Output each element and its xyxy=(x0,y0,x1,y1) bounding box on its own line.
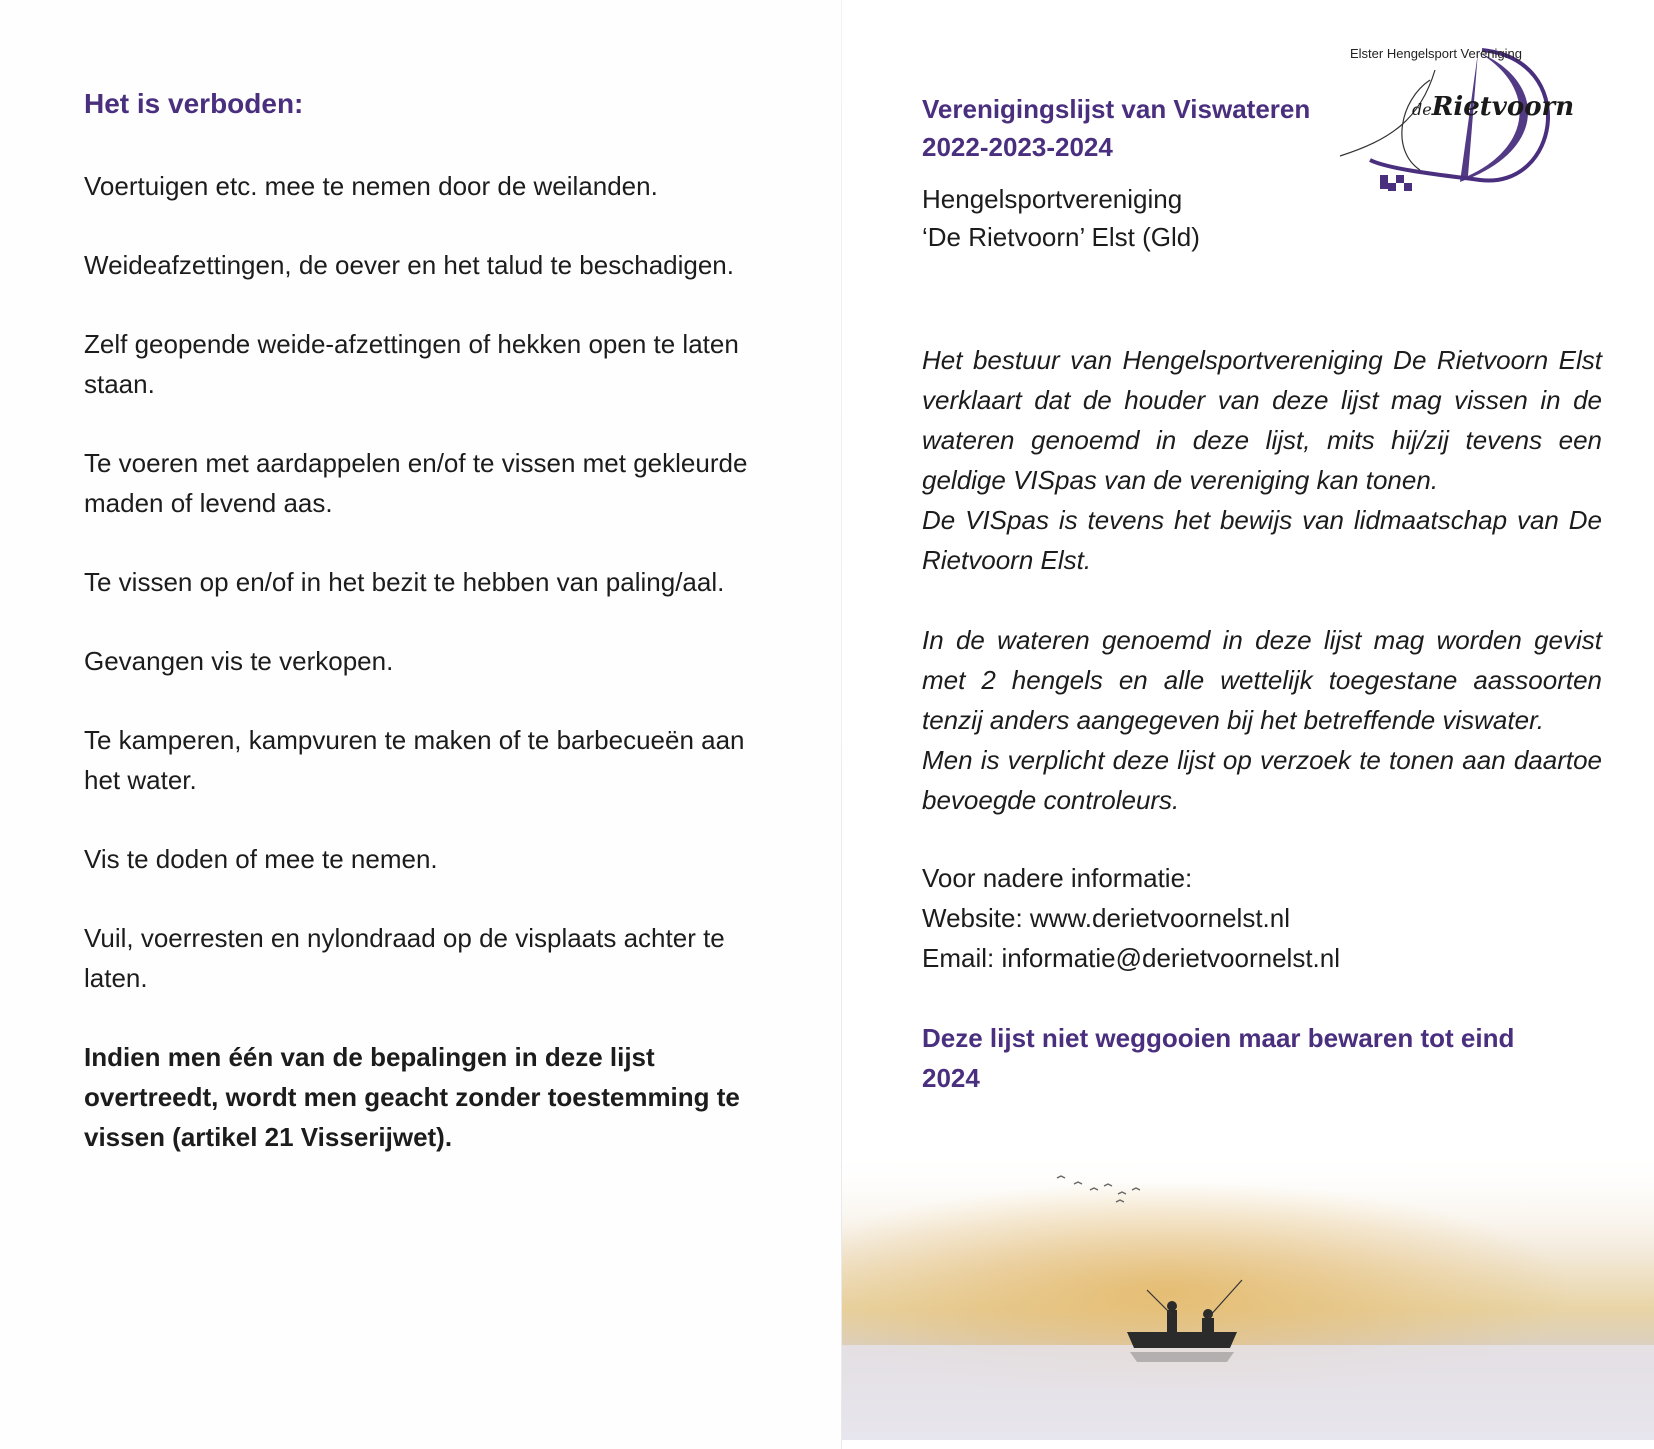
rule-item: Weideafzettingen, de oever en het talud te beschadigen. xyxy=(84,250,734,280)
rule-item: Voertuigen etc. mee te nemen door de weilanden. xyxy=(84,171,658,201)
rule-item: Gevangen vis te verkopen. xyxy=(84,646,394,676)
membership-text: De VISpas is tevens het bewijs van lidmaatschap van De Rietvoorn Elst. xyxy=(922,505,1602,575)
logo-association-text: Elster Hengelsport Vereniging xyxy=(1350,46,1522,61)
club-name-line: Hengelsportvereniging xyxy=(922,184,1183,214)
club-name xyxy=(922,180,1342,256)
club-name-line: ‘De Rietvoorn’ Elst (Gld) xyxy=(922,222,1200,252)
declaration-block xyxy=(922,340,1602,580)
rule-item: Te kamperen, kampvuren te maken of te barbecueën aan het water. xyxy=(84,725,745,795)
document-title: Verenigingslijst van Viswateren 2022-2023-2024 xyxy=(922,94,1311,162)
contact-info xyxy=(922,858,1602,978)
prohibited-rules-list xyxy=(84,166,784,1196)
logo-swoosh-icon xyxy=(1330,40,1620,210)
logo-name: Rietvoorn xyxy=(1431,92,1575,122)
fishing-boat-icon xyxy=(842,1150,1654,1440)
fishing-rules-text: In de wateren genoemd in deze lijst mag worden gevist met 2 hengels en alle wettelijk toegestane aassoorten tenzij anders aangegeven bij het betreffende viswater. xyxy=(922,625,1602,735)
rule-item: Vuil, voerresten en nylondraad op de visplaats achter te laten. xyxy=(84,923,725,993)
control-text: Men is verplicht deze lijst op verzoek te tonen aan daartoe bevoegde controleurs. xyxy=(922,745,1602,815)
prohibited-heading: Het is verboden: xyxy=(84,88,304,119)
violation-notice: Indien men één van de bepalingen in deze lijst overtreedt, wordt men geacht zonder toestemming te vissen (artikel 21 Visserijwet). xyxy=(84,1042,740,1152)
logo-wordmark xyxy=(1412,92,1574,122)
fishing-rules-block xyxy=(922,620,1602,820)
rule-item: Te vissen op en/of in het bezit te hebben van paling/aal. xyxy=(84,567,725,597)
rule-item: Zelf geopende weide-afzettingen of hekken open te laten staan. xyxy=(84,329,739,399)
rule-item: Vis te doden of mee te nemen. xyxy=(84,844,438,874)
logo-prefix: de xyxy=(1412,100,1432,119)
keep-notice: Deze lijst niet weggooien maar bewaren tot eind 2024 xyxy=(922,1023,1515,1093)
rule-item: Te voeren met aardappelen en/of te vissen met gekleurde maden of levend aas. xyxy=(84,448,748,518)
club-logo xyxy=(1330,40,1620,210)
declaration-text: Het bestuur van Hengelsportvereniging De Rietvoorn Elst verklaart dat de houder van deze lijst mag vissen in de wateren genoemd in deze lijst, mits hij/zij tevens een geldige VISpas van de vereniging kan tonen. xyxy=(922,345,1602,495)
fishing-boat-sunset-image xyxy=(842,1150,1654,1440)
info-label: Voor nadere informatie: xyxy=(922,863,1193,893)
email-line: Email: informatie@derietvoornelst.nl xyxy=(922,943,1341,973)
website-line: Website: www.derietvoornelst.nl xyxy=(922,903,1291,933)
